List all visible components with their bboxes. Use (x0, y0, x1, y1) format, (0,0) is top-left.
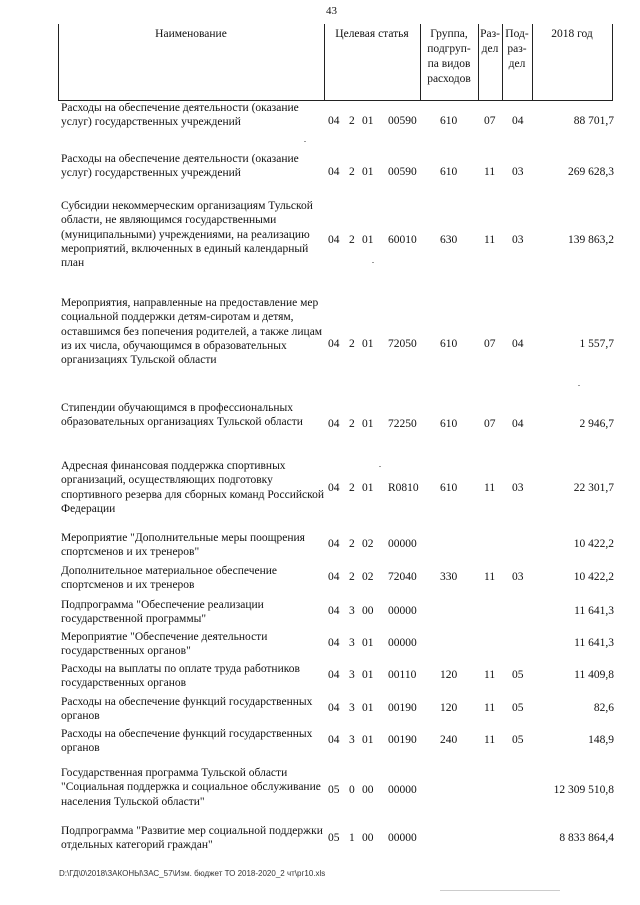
code-subprogram: 2 (349, 234, 355, 246)
header-target-article: Целевая статья (335, 28, 409, 40)
code-direction: 00190 (388, 734, 417, 746)
code-event: 01 (362, 115, 374, 127)
code-subprogram: 2 (349, 538, 355, 550)
expense-group: 240 (440, 734, 458, 746)
code-program: 04 (328, 538, 340, 550)
header-year: 2018 год (551, 28, 593, 40)
razdel: 11 (484, 669, 496, 681)
code-subprogram: 2 (349, 166, 355, 178)
header-expense-group-line: Группа, (430, 28, 468, 40)
amount: 1 557,7 (579, 338, 614, 350)
code-direction: 00590 (388, 166, 417, 178)
code-event: 01 (362, 234, 374, 246)
code-subprogram: 0 (349, 784, 355, 796)
amount: 11 409,8 (574, 669, 614, 681)
code-program: 04 (328, 234, 340, 246)
code-direction: 00000 (388, 637, 417, 649)
code-program: 04 (328, 115, 340, 127)
code-direction: 72050 (388, 338, 417, 350)
amount: 8 833 864,4 (559, 832, 614, 844)
code-program: 05 (328, 784, 340, 796)
code-subprogram: 2 (349, 571, 355, 583)
row-name: Дополнительное материальное обеспечение спортсменов и их тренеров (61, 565, 278, 592)
row-name: Адресная финансовая поддержка спортивных организаций, осуществляющих подготовку спортивного резерва для сборных команд Российской Федерации (61, 460, 325, 515)
scan-speck (379, 466, 381, 467)
scan-speck (372, 262, 374, 263)
code-direction: 00000 (388, 784, 417, 796)
code-event: 01 (362, 669, 374, 681)
amount: 269 628,3 (568, 166, 614, 178)
code-subprogram: 3 (349, 734, 355, 746)
row-name: Подпрограмма "Обеспечение реализации государственной программы" (61, 599, 264, 626)
podrazdel: 03 (512, 166, 524, 178)
code-event: 00 (362, 832, 374, 844)
code-subprogram: 3 (349, 637, 355, 649)
row-name: Расходы на обеспечение функций государственных органов (61, 696, 313, 723)
header-expense-group-line: подгруп- (427, 43, 471, 55)
code-program: 04 (328, 338, 340, 350)
code-program: 05 (328, 832, 340, 844)
amount: 139 863,2 (568, 234, 614, 246)
razdel: 07 (484, 338, 496, 350)
code-direction: 72040 (388, 571, 417, 583)
code-subprogram: 2 (349, 482, 355, 494)
row-name: Расходы на обеспечение функций государственных органов (61, 728, 313, 755)
row-name: Мероприятия, направленные на предоставление мер социальной поддержки детям-сиротам и детям, оставшимся без попечения родителей, а также лицам из их числа, обучающимся в образовательных организациях Тульской области (61, 297, 323, 367)
podrazdel: 03 (512, 234, 524, 246)
code-event: 01 (362, 166, 374, 178)
amount: 148,9 (588, 734, 614, 746)
razdel: 11 (484, 234, 496, 246)
code-event: 01 (362, 482, 374, 494)
code-direction: 00000 (388, 832, 417, 844)
row-name: Мероприятие "Обеспечение деятельности государственных органов" (61, 631, 268, 658)
expense-group: 610 (440, 482, 458, 494)
code-subprogram: 1 (349, 832, 355, 844)
code-program: 04 (328, 605, 340, 617)
podrazdel: 05 (512, 734, 524, 746)
code-subprogram: 2 (349, 338, 355, 350)
razdel: 11 (484, 166, 496, 178)
code-subprogram: 2 (349, 115, 355, 127)
code-program: 04 (328, 637, 340, 649)
row-name: Расходы на обеспечение деятельности (оказание услуг) государственных учреждений (61, 153, 299, 180)
header-podrazdel-line: Под- (505, 28, 529, 40)
code-program: 04 (328, 669, 340, 681)
razdel: 11 (484, 734, 496, 746)
code-event: 01 (362, 418, 374, 430)
code-subprogram: 3 (349, 605, 355, 617)
code-program: 04 (328, 418, 340, 430)
code-direction: 00000 (388, 538, 417, 550)
amount: 11 641,3 (574, 637, 614, 649)
amount: 10 422,2 (573, 538, 614, 550)
expense-group: 610 (440, 115, 458, 127)
razdel: 11 (484, 702, 496, 714)
expense-group: 630 (440, 234, 458, 246)
row-name: Стипендии обучающимся в профессиональных образовательных организациях Тульской области (61, 402, 303, 429)
row-name: Мероприятие "Дополнительные меры поощрения спортсменов и их тренеров" (61, 532, 305, 559)
podrazdel: 05 (512, 669, 524, 681)
code-program: 04 (328, 734, 340, 746)
code-direction: 00110 (388, 669, 417, 681)
podrazdel: 04 (512, 338, 524, 350)
razdel: 11 (484, 571, 496, 583)
code-subprogram: 2 (349, 418, 355, 430)
code-subprogram: 3 (349, 702, 355, 714)
amount: 82,6 (593, 702, 614, 714)
code-event: 00 (362, 605, 374, 617)
code-event: 01 (362, 702, 374, 714)
code-program: 04 (328, 166, 340, 178)
column-divider (612, 24, 613, 100)
podrazdel: 05 (512, 702, 524, 714)
code-direction: 00190 (388, 702, 417, 714)
code-event: 02 (362, 538, 374, 550)
row-name: Подпрограмма "Развитие мер социальной поддержки отдельных категорий граждан" (61, 825, 323, 852)
code-program: 04 (328, 571, 340, 583)
code-subprogram: 3 (349, 669, 355, 681)
header-expense-group-line: па видов (427, 58, 471, 70)
page-number: 43 (326, 5, 337, 17)
code-direction: 00590 (388, 115, 417, 127)
header-razdel (478, 27, 502, 57)
scan-speck (440, 890, 560, 891)
podrazdel: 03 (512, 571, 524, 583)
file-path-footer: D:\ГД\0\2018\ЗАКОНЫ\ЗАС_57\Изм. бюджет ТО 2018-2020_2 чт\рг10.xls (59, 869, 326, 878)
expense-group: 330 (440, 571, 458, 583)
header-podrazdel-line: дел (508, 58, 526, 70)
code-event: 01 (362, 637, 374, 649)
header-expense-group (420, 27, 478, 87)
header-name: Наименование (155, 28, 227, 40)
row-name: Расходы на выплаты по оплате труда работников государственных органов (61, 663, 300, 690)
table-header (58, 24, 613, 101)
row-name: Расходы на обеспечение деятельности (оказание услуг) государственных учреждений (61, 102, 299, 129)
amount: 12 309 510,8 (553, 784, 614, 796)
code-event: 01 (362, 338, 374, 350)
razdel: 07 (484, 115, 496, 127)
code-event: 01 (362, 734, 374, 746)
podrazdel: 04 (512, 418, 524, 430)
header-expense-group-line: расходов (427, 73, 471, 85)
expense-group: 120 (440, 702, 458, 714)
header-podrazdel-line: раз- (507, 43, 527, 55)
code-direction: 00000 (388, 605, 417, 617)
code-event: 00 (362, 784, 374, 796)
scan-speck (304, 141, 306, 142)
expense-group: 120 (440, 669, 458, 681)
expense-group: 610 (440, 338, 458, 350)
code-direction: R0810 (388, 482, 419, 494)
code-direction: 72250 (388, 418, 417, 430)
row-name: Государственная программа Тульской области "Социальная поддержка и социальное обслуживание населения Тульской области" (61, 767, 321, 808)
expense-group: 610 (440, 166, 458, 178)
amount: 10 422,2 (573, 571, 614, 583)
code-program: 04 (328, 702, 340, 714)
razdel: 11 (484, 482, 496, 494)
code-direction: 60010 (388, 234, 417, 246)
scan-speck (578, 385, 580, 386)
razdel: 07 (484, 418, 496, 430)
amount: 2 946,7 (579, 418, 614, 430)
amount: 88 701,7 (573, 115, 614, 127)
row-name: Субсидии некоммерческим организациям Тульской области, не являющимся государственными (муниципальными) учреждениями, на реализацию мероприятий, включенных в единый календарный план (61, 200, 313, 270)
amount: 11 641,3 (574, 605, 614, 617)
podrazdel: 03 (512, 482, 524, 494)
expense-group: 610 (440, 418, 458, 430)
code-program: 04 (328, 482, 340, 494)
amount: 22 301,7 (573, 482, 614, 494)
header-podrazdel (502, 27, 532, 72)
header-razdel-line: дел (481, 43, 499, 55)
podrazdel: 04 (512, 115, 524, 127)
header-razdel-line: Раз- (480, 28, 500, 40)
code-event: 02 (362, 571, 374, 583)
